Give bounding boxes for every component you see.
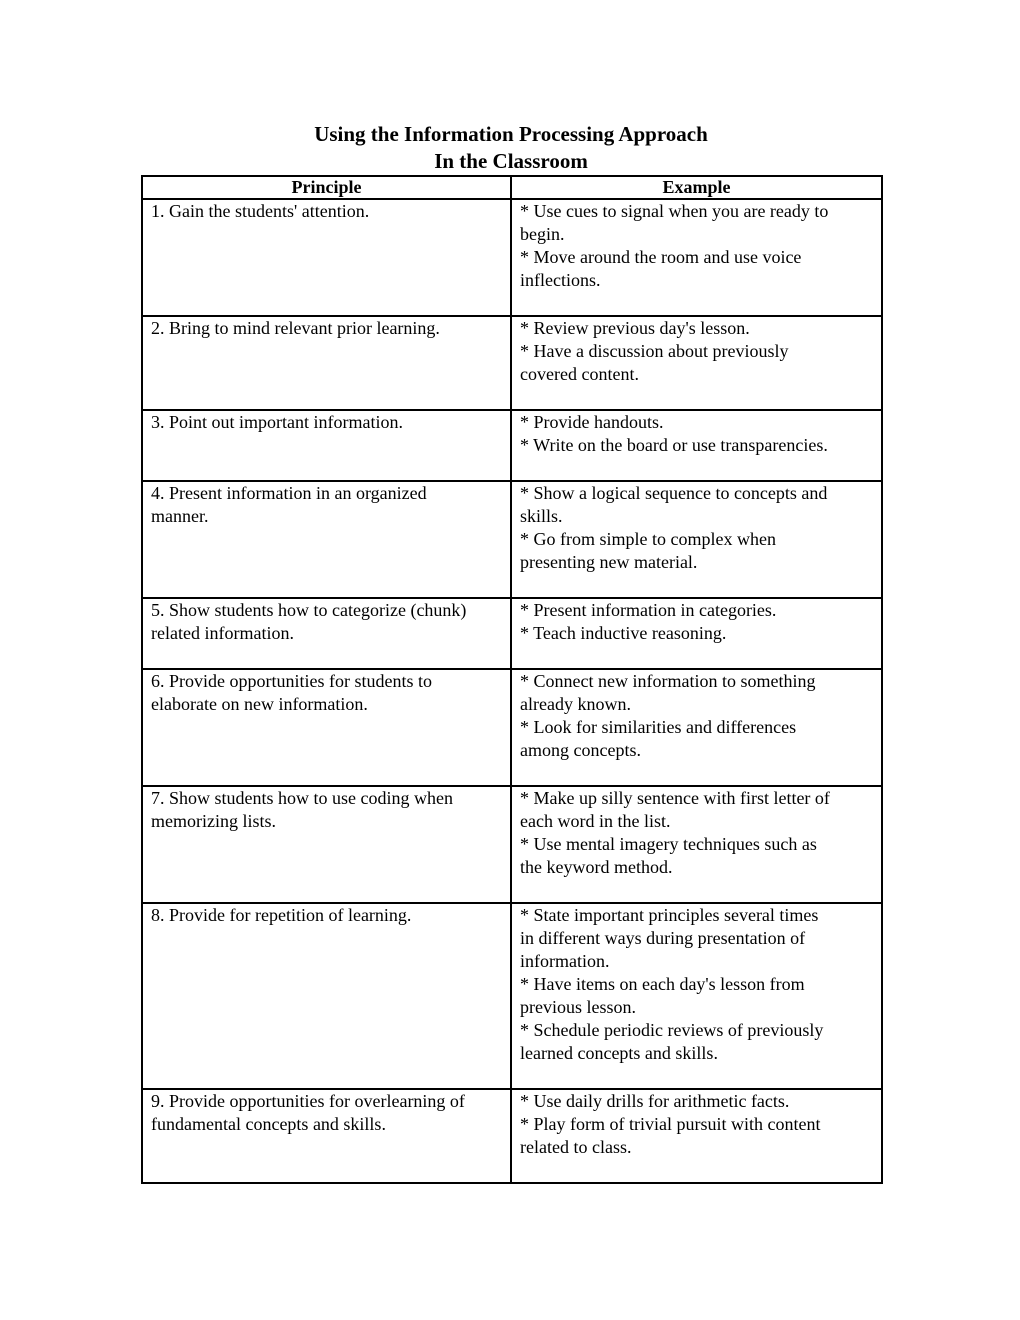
example-text-line: related to class. <box>520 1137 632 1157</box>
example-text-line: the keyword method. <box>520 857 673 877</box>
example-text-line: in different ways during presentation of <box>520 928 806 948</box>
principle-text-line: 2. Bring to mind relevant prior learning. <box>151 318 440 338</box>
principle-text-line: elaborate on new information. <box>151 694 368 714</box>
example-text-line: * Have items on each day's lesson from <box>520 974 805 994</box>
example-text-line: * Review previous day's lesson. <box>520 318 750 338</box>
example-text-line: * Use daily drills for arithmetic facts. <box>520 1091 790 1111</box>
principle-text-line: fundamental concepts and skills. <box>151 1114 386 1134</box>
example-text-line: * Go from simple to complex when <box>520 529 776 549</box>
principle-text-line: 7. Show students how to use coding when <box>151 788 453 808</box>
principle-cell <box>142 410 511 481</box>
principle-cell <box>142 598 511 669</box>
principle-text-line: 3. Point out important information. <box>151 412 403 432</box>
example-text-line: each word in the list. <box>520 811 671 831</box>
example-text-line: * Provide handouts. <box>520 412 664 432</box>
example-cell <box>511 786 882 903</box>
example-cell <box>511 316 882 410</box>
table-row <box>142 669 882 786</box>
example-text-line: previous lesson. <box>520 997 636 1017</box>
table-row <box>142 598 882 669</box>
principle-text-line: related information. <box>151 623 294 643</box>
example-cell <box>511 903 882 1089</box>
example-text-line: * Write on the board or use transparencies. <box>520 435 828 455</box>
example-text-line: covered content. <box>520 364 639 384</box>
principle-text-line: 6. Provide opportunities for students to <box>151 671 432 691</box>
table-row <box>142 786 882 903</box>
table-row <box>142 903 882 1089</box>
principle-cell <box>142 316 511 410</box>
principle-text-line: 8. Provide for repetition of learning. <box>151 905 412 925</box>
document-subtitle: In the Classroom <box>434 149 588 173</box>
example-text-line: learned concepts and skills. <box>520 1043 718 1063</box>
table-row <box>142 199 882 316</box>
document-title: Using the Information Processing Approach <box>314 122 708 146</box>
example-text-line: inflections. <box>520 270 601 290</box>
example-cell <box>511 1089 882 1183</box>
example-cell <box>511 481 882 598</box>
example-text-line: * State important principles several times <box>520 905 819 925</box>
principle-cell <box>142 903 511 1089</box>
example-text-line: information. <box>520 951 610 971</box>
principles-table <box>141 175 883 1184</box>
example-text-line: * Use mental imagery techniques such as <box>520 834 817 854</box>
example-text-line: * Teach inductive reasoning. <box>520 623 727 643</box>
table-body <box>142 199 882 1183</box>
example-text-line: * Present information in categories. <box>520 600 777 620</box>
example-cell <box>511 199 882 316</box>
principle-text-line: 9. Provide opportunities for overlearning of <box>151 1091 465 1111</box>
example-cell <box>511 598 882 669</box>
example-text-line: * Schedule periodic reviews of previously <box>520 1020 824 1040</box>
principle-text-line: 4. Present information in an organized <box>151 483 427 503</box>
column-header-example: Example <box>511 176 882 199</box>
example-text-line: among concepts. <box>520 740 641 760</box>
example-text-line: already known. <box>520 694 631 714</box>
table-row <box>142 316 882 410</box>
table-header-row <box>142 176 882 199</box>
principle-text-line: 5. Show students how to categorize (chunk) <box>151 600 467 620</box>
example-text-line: * Use cues to signal when you are ready to <box>520 201 829 221</box>
example-text-line: * Show a logical sequence to concepts and <box>520 483 828 503</box>
principle-cell <box>142 481 511 598</box>
principle-text-line: 1. Gain the students' attention. <box>151 201 370 221</box>
principle-cell <box>142 786 511 903</box>
principle-cell <box>142 199 511 316</box>
example-text-line: begin. <box>520 224 565 244</box>
table-row <box>142 481 882 598</box>
example-text-line: * Make up silly sentence with first letter of <box>520 788 830 808</box>
example-cell <box>511 410 882 481</box>
principle-cell <box>142 1089 511 1183</box>
principle-cell <box>142 669 511 786</box>
example-text-line: * Play form of trivial pursuit with content <box>520 1114 821 1134</box>
principle-text-line: memorizing lists. <box>151 811 276 831</box>
example-text-line: * Look for similarities and differences <box>520 717 797 737</box>
example-text-line: presenting new material. <box>520 552 698 572</box>
table-row <box>142 410 882 481</box>
column-header-principle: Principle <box>142 176 511 199</box>
principle-text-line: manner. <box>151 506 209 526</box>
table-row <box>142 1089 882 1183</box>
example-text-line: * Have a discussion about previously <box>520 341 789 361</box>
example-text-line: * Connect new information to something <box>520 671 816 691</box>
example-text-line: * Move around the room and use voice <box>520 247 802 267</box>
example-text-line: skills. <box>520 506 563 526</box>
example-cell <box>511 669 882 786</box>
